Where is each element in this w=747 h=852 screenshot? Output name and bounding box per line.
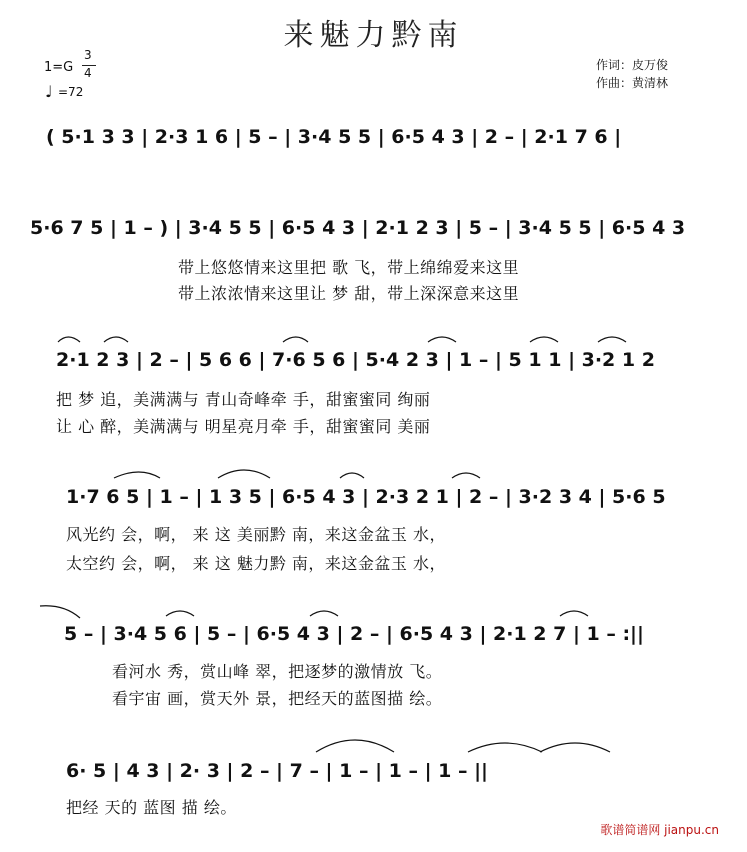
stave-3-notes: 2·1 2 3 | 2 – | 5 6 6 | 7·6 5 6 | 5·4 2 3 | 1 – | 5 1 1 | 3·2 1 2 [56,349,655,371]
stave-4-lyric-2: 太空约 会，啊， 来 这 魅力黔 南，来这金盆玉 水， [66,554,447,573]
stave-5-lyric-1: 看河水 秀，赏山峰 翠，把逐梦的激情放 飞。 [112,662,443,681]
stave-6-lyric-1: 把经 天的 蓝图 描 绘。 [66,798,237,817]
time-signature-top: 3 [84,48,92,62]
stave-6-notes: 6· 5 | 4 3 | 2· 3 | 2 – | 7 – | 1 – | 1 – | 1 – || [66,760,488,782]
stave-4-lyric-1: 风光约 会，啊， 来 这 美丽黔 南，来这金盆玉 水， [66,525,447,544]
time-signature-bottom: 4 [84,66,92,80]
stave-2-lyric-1: 带上悠悠情来这里把 歌 飞，带上绵绵爱来这里 [178,258,520,277]
tempo-value: =72 [58,85,84,99]
quarter-note-icon: ♩ [45,82,53,101]
stave-2-notes: 5·6 7 5 | 1 – ) | 3·4 5 5 | 6·5 4 3 | 2·1 2 3 | 5 – | 3·4 5 5 | 6·5 4 3 [30,217,686,239]
key-signature: 1=G [44,60,74,75]
stave-2-lyric-2: 带上浓浓情来这里让 梦 甜，带上深深意来这里 [178,284,520,303]
stave-3-lyric-2: 让 心 醉，美满满与 明星亮月牵 手，甜蜜蜜同 美丽 [56,417,431,436]
stave-5-notes: 5 – | 3·4 5 6 | 5 – | 6·5 4 3 | 2 – | 6·5 4 3 | 2·1 2 7 | 1 – :|| [64,623,644,645]
stave-1-notes: ( 5·1 3 3 | 2·3 1 6 | 5 – | 3·4 5 5 | 6·5 4 3 | 2 – | 2·1 7 6 | [46,126,622,148]
stave-3-lyric-1: 把 梦 追，美满满与 青山奇峰牵 手，甜蜜蜜同 绚丽 [56,390,431,409]
song-title: 来魅力黔南 [283,18,464,53]
stave-4-notes: 1·7 6 5 | 1 – | 1 3 5 | 6·5 4 3 | 2·3 2 1 | 2 – | 3·2 3 4 | 5·6 5 [66,486,666,508]
watermark: 歌谱简谱网 jianpu.cn [600,823,719,837]
lyricist-credit: 作词：皮万俊 [596,58,669,72]
composer-credit: 作曲：黄清林 [596,76,669,90]
stave-5-lyric-2: 看宇宙 画，赏天外 景，把经天的蓝图描 绘。 [112,689,443,708]
